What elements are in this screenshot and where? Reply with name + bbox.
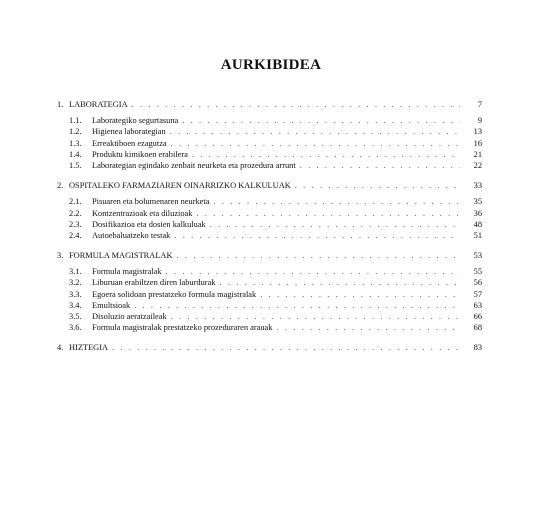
dot-leader	[295, 180, 460, 191]
entry-label: Laborategiko segurtasuna	[92, 116, 179, 126]
toc-chapter-entry[interactable]	[57, 342, 482, 353]
toc-section-entry[interactable]	[57, 208, 482, 219]
entry-page-number: 51	[473, 230, 482, 240]
toc-section-entry[interactable]	[57, 289, 482, 300]
entry-label: Erreaktiboen ezagutza	[92, 138, 167, 148]
entry-number: 1.	[57, 100, 64, 109]
dot-leader	[213, 196, 460, 207]
entry-number: 1.3.	[69, 138, 82, 148]
entry-number: 2.3.	[69, 219, 82, 229]
entry-number: 1.5.	[69, 160, 82, 170]
entry-number: 3.6.	[69, 323, 82, 333]
page-title: AURKIBIDEA	[220, 57, 322, 73]
entry-page-number: 9	[477, 116, 482, 126]
entry-number: 1.1.	[69, 116, 82, 126]
entry-number: 3.3.	[69, 289, 82, 299]
entry-page-number: 68	[473, 323, 482, 333]
toc-section-entry[interactable]	[57, 300, 482, 311]
dot-leader	[192, 149, 460, 160]
entry-number: 1.4.	[69, 149, 82, 159]
dot-leader	[174, 230, 460, 241]
toc-chapter-entry[interactable]	[57, 180, 482, 191]
entry-page-number: 7	[477, 100, 482, 109]
entry-page-number: 13	[473, 127, 482, 137]
dot-leader	[112, 342, 460, 353]
entry-page-number: 35	[473, 197, 482, 207]
entry-page-number: 66	[473, 312, 482, 321]
toc-chapter	[57, 180, 482, 241]
entry-page-number: 22	[473, 160, 482, 170]
entry-label: Disoluzio aeratzaileak	[92, 312, 167, 321]
dot-leader	[170, 126, 460, 137]
toc-chapter-entry[interactable]	[57, 250, 482, 261]
entry-number: 4.	[57, 343, 64, 353]
entry-label: Autoebaluatzeko testak	[92, 230, 171, 240]
toc-chapter	[57, 99, 482, 171]
entry-label: Egoera solidoan prestatzeko formula magistralak	[92, 289, 257, 299]
entry-number: 2.2.	[69, 208, 82, 218]
dot-leader	[171, 311, 460, 322]
dot-leader	[300, 160, 460, 171]
entry-number: 3.5.	[69, 312, 82, 321]
toc-section-entry[interactable]	[57, 196, 482, 207]
entry-page-number: 33	[473, 181, 482, 191]
entry-page-number: 83	[473, 343, 482, 353]
entry-page-number: 53	[473, 251, 482, 261]
entry-number: 3.1.	[69, 267, 82, 277]
entry-page-number: 21	[473, 149, 482, 159]
entry-number: 2.4.	[69, 230, 82, 240]
entry-label: Produktu kimikoen erabilera	[92, 149, 188, 159]
table-of-contents	[57, 99, 482, 363]
toc-section-entry[interactable]	[57, 126, 482, 137]
entry-number: 2.1.	[69, 197, 82, 207]
entry-number: 3.	[57, 251, 64, 261]
dot-leader	[134, 300, 460, 311]
toc-section-entry[interactable]	[57, 230, 482, 241]
toc-section-entry[interactable]	[57, 322, 482, 333]
dot-leader	[177, 250, 460, 261]
toc-section-entry[interactable]	[57, 138, 482, 149]
toc-section-entry[interactable]	[57, 160, 482, 171]
dot-leader	[166, 266, 460, 277]
toc-section-entry[interactable]	[57, 266, 482, 277]
entry-number: 3.2.	[69, 278, 82, 288]
dot-leader	[276, 322, 460, 333]
entry-label: HIZTEGIA	[69, 343, 109, 353]
toc-section-entry[interactable]	[57, 115, 482, 126]
entry-page-number: 63	[473, 300, 482, 310]
entry-label: Pisuaren eta bolumenaren neurketa	[92, 197, 210, 207]
toc-section-entry[interactable]	[57, 311, 482, 322]
entry-page-number: 16	[473, 138, 482, 148]
entry-label: Dosifikazioa eta dosien kalkuluak	[92, 219, 206, 229]
entry-number: 2.	[57, 181, 64, 191]
entry-page-number: 36	[473, 208, 482, 218]
entry-label: FORMULA MAGISTRALAK	[69, 251, 173, 261]
entry-page-number: 57	[473, 289, 482, 299]
entry-label: Emultsioak	[92, 300, 131, 310]
dot-leader	[196, 208, 460, 219]
dot-leader	[219, 277, 460, 288]
dot-leader	[260, 289, 460, 300]
entry-page-number: 56	[473, 278, 482, 288]
entry-label: Formula magistralak	[92, 267, 162, 277]
entry-label: LABORATEGIA	[69, 100, 128, 109]
entry-page-number: 55	[473, 267, 482, 277]
toc-chapter-entry[interactable]	[57, 99, 482, 110]
dot-leader	[132, 99, 460, 110]
entry-page-number: 48	[473, 219, 482, 229]
entry-label: Formula magistralak prestatzeko prozeduraren arauak	[92, 323, 273, 333]
entry-label: Kontzentrazioak eta diluzioak	[92, 208, 193, 218]
entry-number: 3.4.	[69, 300, 82, 310]
toc-section-entry[interactable]	[57, 219, 482, 230]
entry-label: Higienea laborategian	[92, 127, 166, 137]
entry-number: 1.2.	[69, 127, 82, 137]
toc-section-entry[interactable]	[57, 149, 482, 160]
toc-section-entry[interactable]	[57, 277, 482, 288]
toc-chapter	[57, 250, 482, 333]
entry-label: Liburuan erabiltzen diren laburdurak	[92, 278, 216, 288]
toc-chapter	[57, 342, 482, 353]
entry-label: Laborategian egindako zenbait neurketa eta prozedura arrunt	[92, 160, 296, 170]
dot-leader	[182, 115, 460, 126]
dot-leader	[171, 138, 460, 149]
entry-label: OSPITALEKO FARMAZIAREN OINARRIZKO KALKULUAK	[69, 181, 291, 191]
dot-leader	[210, 219, 460, 230]
